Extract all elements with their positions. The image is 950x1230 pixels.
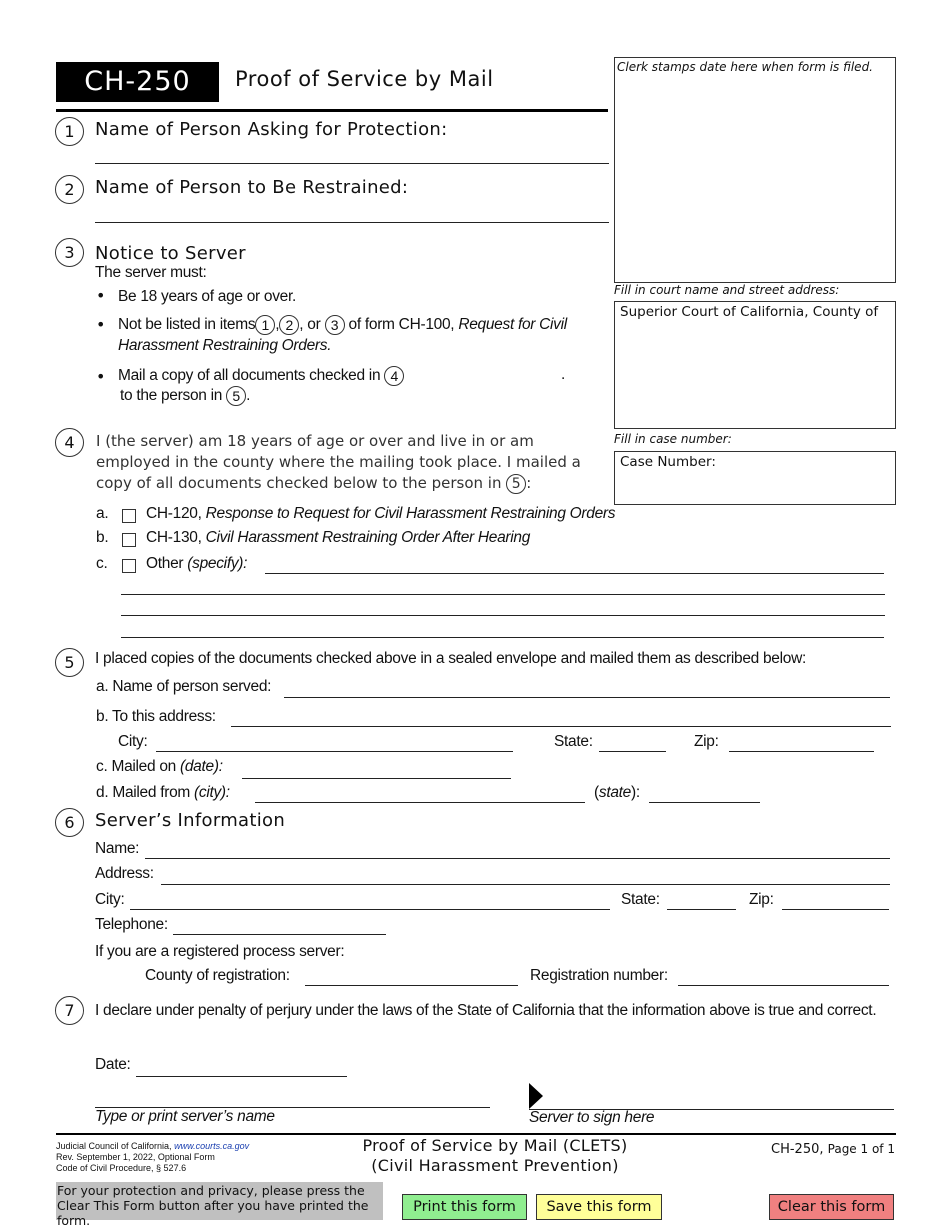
mini-circle: 5	[226, 386, 246, 406]
mailed-from-state-label: (state):	[594, 784, 640, 801]
item-number-3: 3	[55, 238, 84, 267]
form-title: Proof of Service by Mail	[235, 67, 494, 91]
server-name-input[interactable]	[145, 858, 890, 859]
mailed-from-state-input[interactable]	[649, 802, 760, 803]
notice-title: Notice to Server	[95, 243, 246, 264]
mailed-on-label: c. Mailed on (date):	[96, 758, 223, 775]
print-button[interactable]: Print this form	[402, 1194, 527, 1220]
county-registration-input[interactable]	[305, 985, 518, 986]
item-number-6: 6	[55, 808, 84, 837]
footer-rule	[56, 1133, 896, 1135]
declaration-date-input[interactable]	[136, 1076, 347, 1077]
server-city-label: City:	[95, 891, 125, 908]
mini-circle: 3	[325, 315, 345, 335]
mailed-on-input[interactable]	[242, 778, 511, 779]
server-zip-input[interactable]	[782, 909, 889, 910]
courts-link[interactable]: www.courts.ca.gov	[174, 1141, 250, 1151]
doc-other-input[interactable]	[265, 573, 884, 574]
clerk-stamp-box	[614, 57, 896, 283]
notice-bullet-3-line2: to the person in 5 .	[120, 387, 251, 405]
privacy-notice: For your protection and privacy, please press the Clear This Form button after you have printed the form.	[56, 1182, 383, 1220]
doc-other-input-line-2[interactable]	[121, 594, 885, 595]
mini-circle: 1	[255, 315, 275, 335]
server-info-title: Server’s Information	[95, 810, 286, 831]
doc-ch120-checkbox[interactable]	[122, 509, 136, 523]
server-state-input[interactable]	[667, 909, 736, 910]
registered-server-label: If you are a registered process server:	[95, 943, 345, 960]
footer-source: Judicial Council of California, www.courts.ca.gov Rev. September 1, 2022, Optional Form Code of Civil Procedure, § 527.6	[56, 1141, 250, 1173]
server-telephone-input[interactable]	[173, 934, 386, 935]
mail-city-label: City:	[118, 733, 148, 750]
item-number-2: 2	[55, 175, 84, 204]
item-number-1: 1	[55, 117, 84, 146]
notice-bullet-1: Be 18 years of age or over.	[118, 288, 297, 305]
doc-ch130-label: CH-130, Civil Harassment Restraining Order After Hearing	[146, 529, 531, 546]
mail-zip-input[interactable]	[729, 751, 874, 752]
bullet: •	[96, 367, 106, 386]
address-input[interactable]	[231, 726, 891, 727]
doc-b-letter: b.	[96, 529, 109, 546]
court-name-field[interactable]	[614, 301, 896, 429]
doc-other-label: Other (specify):	[146, 555, 248, 572]
server-city-input[interactable]	[130, 909, 610, 910]
mail-state-input[interactable]	[599, 751, 666, 752]
address-label: b. To this address:	[96, 708, 216, 725]
item-number-4: 4	[55, 428, 84, 457]
mailing-statement: I placed copies of the documents checked above in a sealed envelope and mailed them as described below:	[95, 650, 806, 667]
county-registration-label: County of registration:	[145, 967, 290, 984]
notice-bullet-2: Not be listed in items 1 , 2 , or 3 of form CH-100, Request for Civil Harassment Restraining Orders.	[118, 316, 567, 354]
notice-bullet-3: Mail a copy of all documents checked in 4	[118, 366, 404, 386]
declaration-text: I declare under penalty of perjury under the laws of the State of California that the information above is true and correct.	[95, 1002, 877, 1019]
case-number-label: Case Number:	[620, 454, 716, 470]
server-name-label: Name:	[95, 840, 140, 857]
item-number-5: 5	[55, 648, 84, 677]
mailed-from-city-input[interactable]	[255, 802, 585, 803]
header-rule	[56, 109, 608, 112]
server-signature-caption: Server to sign here	[529, 1109, 655, 1126]
person-served-input[interactable]	[284, 697, 890, 698]
footer-title: Proof of Service by Mail (CLETS) (Civil Harassment Prevention)	[362, 1136, 628, 1175]
doc-other-input-line-3[interactable]	[121, 615, 885, 616]
mail-zip-label: Zip:	[694, 733, 719, 750]
mail-state-label: State:	[554, 733, 593, 750]
doc-other-input-line-4[interactable]	[121, 637, 884, 638]
form-code-box: CH-250	[56, 62, 219, 102]
restrained-name-input[interactable]	[95, 222, 609, 223]
mailed-from-label: d. Mailed from (city):	[96, 784, 230, 801]
save-button[interactable]: Save this form	[536, 1194, 662, 1220]
mini-circle: 4	[384, 366, 404, 386]
server-telephone-label: Telephone:	[95, 916, 168, 933]
bullet: •	[96, 315, 106, 334]
server-address-input[interactable]	[161, 884, 890, 885]
doc-ch120-label: CH-120, Response to Request for Civil Harassment Restraining Orders	[146, 505, 616, 522]
clear-button[interactable]: Clear this form	[769, 1194, 894, 1220]
bullet: •	[96, 286, 106, 305]
server-zip-label: Zip:	[749, 891, 774, 908]
doc-ch130-checkbox[interactable]	[122, 533, 136, 547]
registration-number-input[interactable]	[678, 985, 889, 986]
server-state-label: State:	[621, 891, 660, 908]
item-number-7: 7	[55, 996, 84, 1025]
declaration-date-label: Date:	[95, 1056, 131, 1073]
case-label: Fill in case number:	[614, 432, 732, 446]
notice-intro: The server must:	[95, 264, 207, 281]
server-statement: I (the server) am 18 years of age or over and live in or am employed in the county where the mailing took place. I mailed a copy of all documents checked below to the person in 5 :	[96, 432, 581, 492]
mini-circle: 5	[506, 474, 526, 494]
petitioner-name-input[interactable]	[95, 163, 609, 164]
doc-c-letter: c.	[96, 555, 108, 572]
server-address-label: Address:	[95, 865, 154, 882]
registration-number-label: Registration number:	[530, 967, 668, 984]
mini-circle: 2	[279, 315, 299, 335]
court-name-value: Superior Court of California, County of	[620, 304, 879, 320]
petitioner-name-label: Name of Person Asking for Protection:	[95, 119, 448, 140]
mail-city-input[interactable]	[156, 751, 513, 752]
restrained-name-label: Name of Person to Be Restrained:	[95, 177, 409, 198]
doc-a-letter: a.	[96, 505, 109, 522]
court-label: Fill in court name and street address:	[614, 283, 840, 297]
footer-form-number: CH-250, Page 1 of 1	[771, 1142, 895, 1157]
notice-bullet-3-dot: .	[561, 366, 566, 383]
person-served-label: a. Name of person served:	[96, 678, 272, 695]
sign-arrow-icon	[529, 1083, 543, 1109]
clerk-stamp-label: Clerk stamps date here when form is filed.	[617, 60, 873, 74]
case-number-field[interactable]	[614, 451, 896, 505]
server-printed-name-caption: Type or print server’s name	[95, 1108, 275, 1125]
doc-other-checkbox[interactable]	[122, 559, 136, 573]
